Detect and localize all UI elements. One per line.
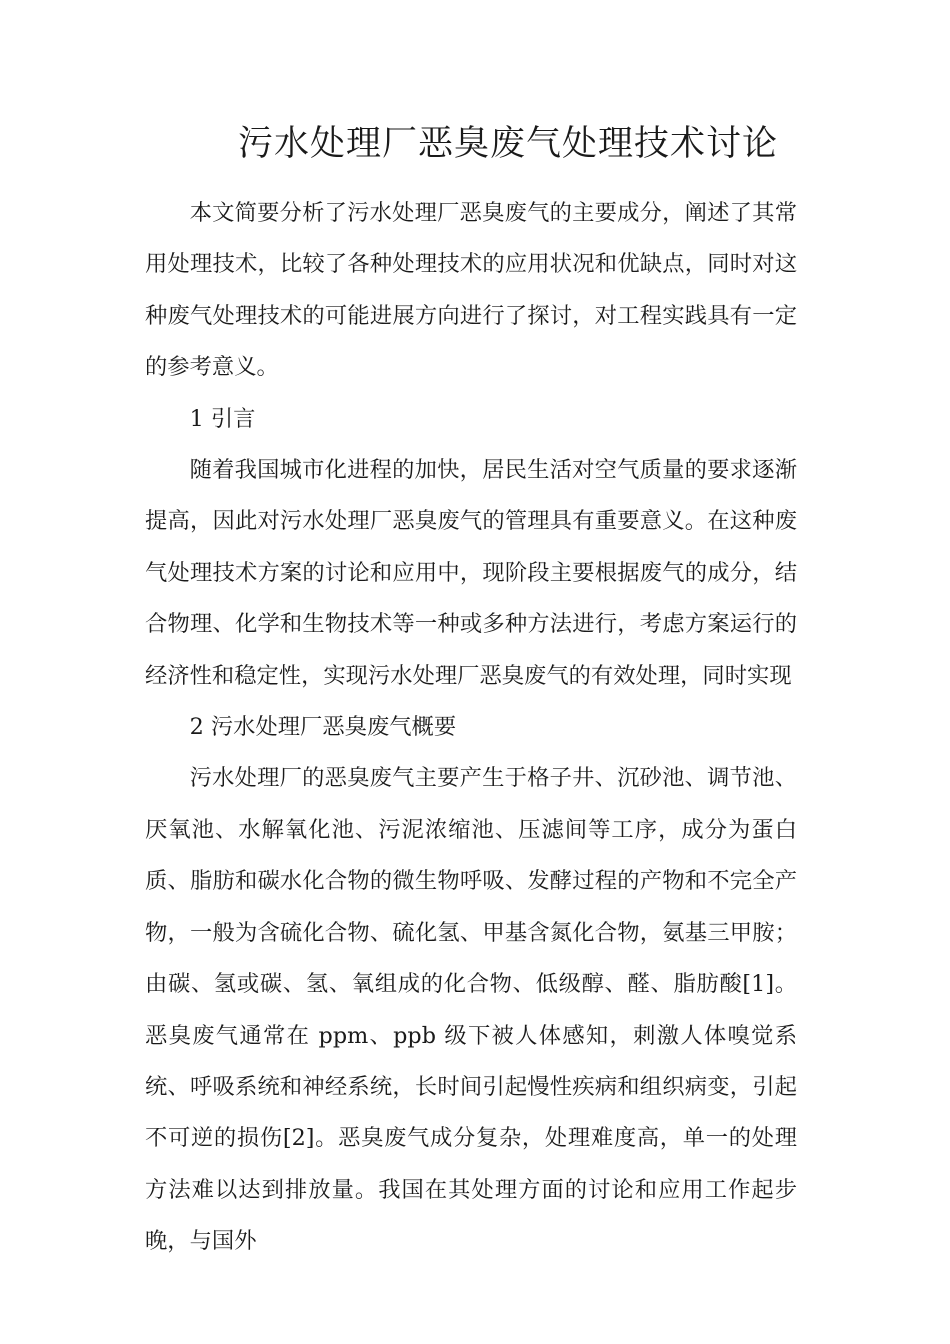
document-title: 污水处理厂恶臭废气处理技术讨论 xyxy=(237,124,778,164)
heading-introduction: 1 引言 xyxy=(189,405,256,432)
paragraph-overview: 污水处理厂的恶臭废气主要产生于格子井、沉砂池、调节池、厌氧池、水解氧化池、污泥浓缩池、压滤间等工序，成分为蛋白质、脂肪和碳水化合物的微生物呼吸、发酵过程的产物和不完全产物，一般为含硫化合物、硫化氢、甲基含氮化合物，氨基三甲胺；由碳、氢或碳、氢、氧组成的化合物、低级醇、醛、脂肪酸[1]。恶臭废气通常在 ppm、ppb 级下被人体感知，刺激人体嗅觉系统、呼吸系统和神经系统，长时间引起慢性疾病和组织病变，引起不可逆的损伤[2]。恶臭废气成分复杂，处理难度高，单一的处理方法难以达到排放量。我国在其处理方面的讨论和应用工作起步晚，与国外 xyxy=(145,765,797,1255)
heading-overview: 2 污水处理厂恶臭废气概要 xyxy=(189,714,457,741)
paragraph-abstract: 本文简要分析了污水处理厂恶臭废气的主要成分，阐述了其常用处理技术，比较了各种处理技术的应用状况和优缺点，同时对这种废气处理技术的可能进展方向进行了探讨，对工程实践具有一定的参考意义。 xyxy=(145,200,797,381)
paragraph-introduction: 随着我国城市化进程的加快，居民生活对空气质量的要求逐渐提高，因此对污水处理厂恶臭废气的管理具有重要意义。在这种废气处理技术方案的讨论和应用中，现阶段主要根据废气的成分，结合物理、化学和生物技术等一种或多种方法进行，考虑方案运行的经济性和稳定性，实现污水处理厂恶臭废气的有效处理，同时实现 xyxy=(145,457,797,689)
document-body xyxy=(145,188,797,1268)
